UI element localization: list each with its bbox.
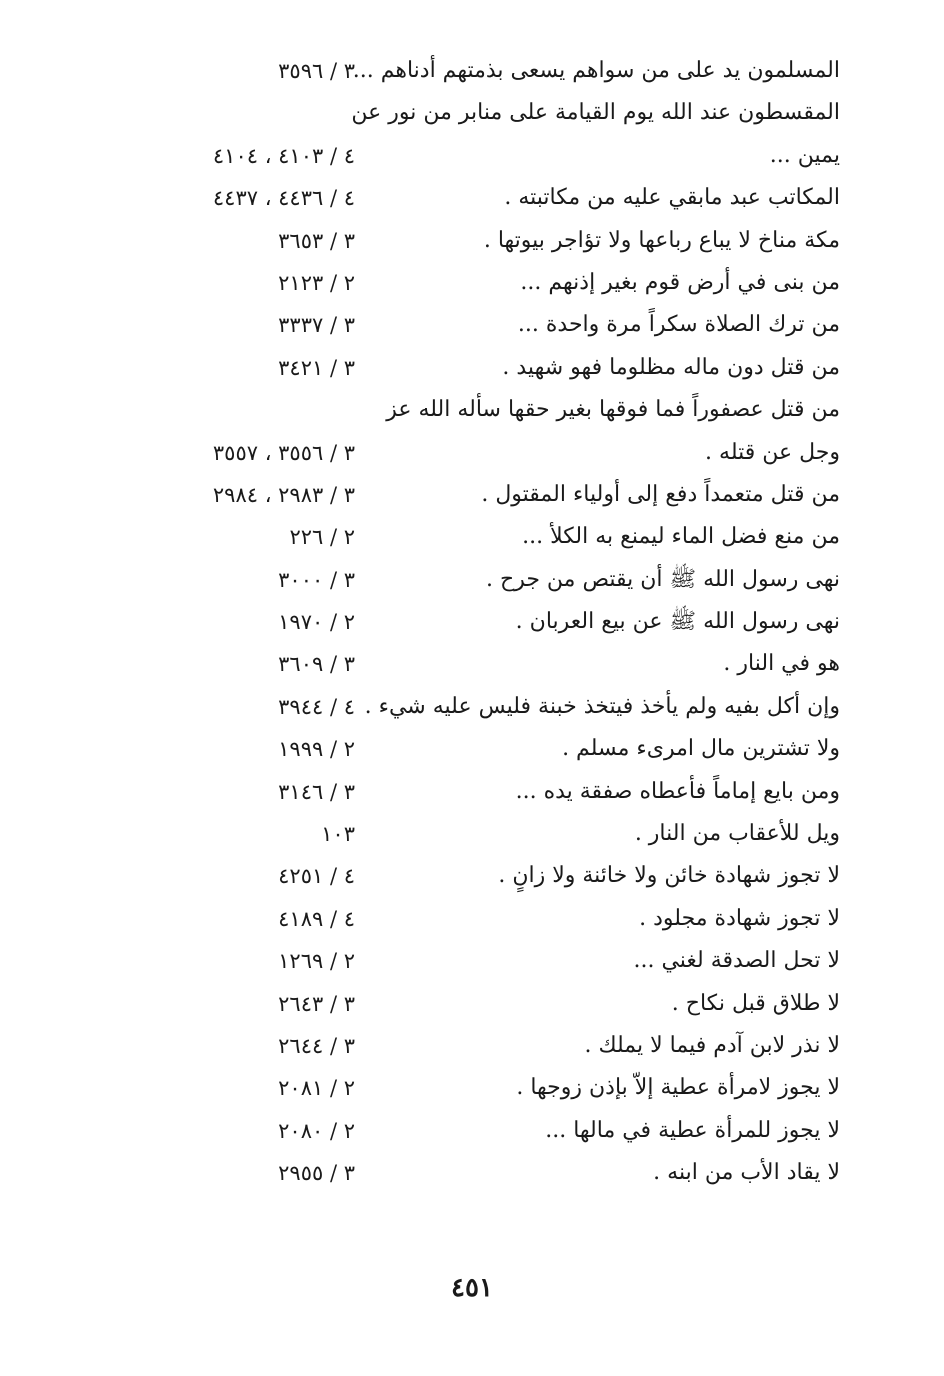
entry-text: هو في النار . — [723, 651, 840, 677]
index-entry — [150, 643, 840, 685]
entry-reference: ٤ / ٣٩٤٤ — [278, 694, 355, 719]
entry-text: يمين ... — [769, 142, 840, 168]
entry-text: ومن بايع إماماً فأعطاه صفقة يده ... — [515, 778, 840, 804]
entry-text: من منع فضل الماء ليمنع به الكلأ ... — [522, 524, 840, 550]
index-entry — [150, 50, 840, 92]
entry-reference: ٣ / ٢٦٤٤ — [278, 1033, 355, 1058]
entry-reference: ٤ / ٤٤٣٦ ، ٤٤٣٧ — [212, 186, 355, 211]
page-number: ٤٥١ — [451, 1273, 493, 1303]
entry-reference: ٢ / ٢٠٨٠ — [278, 1118, 355, 1143]
entry-reference: ٢ / ٢٢٦ — [289, 525, 355, 550]
entry-reference: ٣ / ٣٥٥٦ ، ٣٥٥٧ — [212, 440, 355, 465]
entry-text: لا طلاق قبل نكاح . — [671, 990, 840, 1016]
entry-text: لا تجوز شهادة خائن ولا خائنة ولا زانٍ . — [498, 863, 840, 889]
entry-reference: ٢ / ٢١٢٣ — [278, 270, 355, 295]
entry-text: لا يجوز للمرأة عطية في مالها ... — [545, 1117, 840, 1143]
entry-reference: ٤ / ٤١٠٣ ، ٤١٠٤ — [212, 143, 355, 168]
entry-text: وإن أكل بفيه ولم يأخذ فيتخذ خبنة فليس عليه شيء . — [364, 693, 840, 719]
index-entry — [150, 728, 840, 770]
entry-reference: ٣ / ٢٩٥٥ — [278, 1161, 355, 1186]
index-entry — [150, 855, 840, 897]
index-entry — [150, 601, 840, 643]
entry-text: لا تحل الصدقة لغني ... — [633, 948, 840, 974]
index-entry — [150, 983, 840, 1025]
index-entry — [150, 1152, 840, 1194]
hadith-index-list — [150, 50, 840, 1195]
entry-text: مكة مناخ لا يباع رباعها ولا تؤاجر بيوتها . — [483, 227, 840, 253]
entry-reference: ٤ / ٤١٨٩ — [278, 906, 355, 931]
entry-text: لا تجوز شهادة مجلود . — [639, 905, 840, 931]
entry-reference: ٢ / ١٩٩٩ — [278, 737, 355, 762]
entry-reference: ٣ / ٣٣٣٧ — [278, 313, 355, 338]
entry-reference: ٣ / ٢٩٨٣ ، ٢٩٨٤ — [212, 482, 355, 507]
entry-text: لا يقاد الأب من ابنه . — [653, 1160, 840, 1186]
index-entry — [150, 940, 840, 982]
entry-reference: ٢ / ١٢٦٩ — [278, 949, 355, 974]
entry-text: وجل عن قتله . — [705, 439, 840, 465]
entry-text: ولا تشترين مال امرىء مسلم . — [562, 736, 840, 762]
entry-reference: ٣ / ٢٦٤٣ — [278, 991, 355, 1016]
entry-reference: ٢ / ١٩٧٠ — [278, 610, 355, 635]
entry-reference: ٣ / ٣٠٠٠ — [278, 567, 355, 592]
entry-text: من قتل متعمداً دفع إلى أولياء المقتول . — [481, 481, 840, 507]
entry-reference: ٣ / ٣٦٥٣ — [278, 228, 355, 253]
entry-text: المقسطون عند الله يوم القيامة على منابر من نور عن — [351, 100, 840, 126]
entry-text: ويل للأعقاب من النار . — [634, 821, 840, 847]
index-entry — [150, 1067, 840, 1109]
entry-text: المكاتب عبد مابقي عليه من مكاتبته . — [504, 185, 840, 211]
entry-text: من ترك الصلاة سكراً مرة واحدة ... — [517, 312, 840, 338]
entry-text: لا يجوز لامرأة عطية إلاّ بإذن زوجها . — [516, 1075, 840, 1101]
entry-reference: ٤ / ٤٢٥١ — [278, 864, 355, 889]
entry-reference: ٣ / ٣٤٢١ — [278, 355, 355, 380]
index-entry — [150, 1110, 840, 1152]
index-entry — [150, 177, 840, 219]
entry-reference: ١٠٣ — [321, 822, 355, 847]
index-entry — [150, 304, 840, 346]
entry-text: من قتل دون ماله مظلوما فهو شهيد . — [502, 354, 840, 380]
index-entry — [150, 516, 840, 558]
entry-text: من قتل عصفوراً فما فوقها بغير حقها سأله الله عز — [386, 397, 840, 423]
index-entry — [150, 389, 840, 431]
index-entry — [150, 686, 840, 728]
index-entry — [150, 1025, 840, 1067]
index-entry — [150, 262, 840, 304]
index-entry — [150, 220, 840, 262]
entry-text: من بنى في أرض قوم بغير إذنهم ... — [520, 269, 840, 295]
index-entry — [150, 813, 840, 855]
index-entry — [150, 474, 840, 516]
index-entry — [150, 92, 840, 134]
entry-reference: ٢ / ٢٠٨١ — [278, 1076, 355, 1101]
entry-reference: ٣ / ٣٥٩٦ — [278, 59, 355, 83]
entry-text: المسلمون يد على من سواهم يسعى بذمتهم أدناهم ... — [352, 58, 840, 83]
entry-reference: ٣ / ٣١٤٦ — [278, 779, 355, 804]
entry-text: نهى رسول الله ﷺ أن يقتص من جرح . — [486, 566, 840, 592]
index-entry — [150, 559, 840, 601]
entry-reference: ٣ / ٣٦٠٩ — [278, 652, 355, 677]
index-entry — [150, 347, 840, 389]
entry-text: لا نذر لابن آدم فيما لا يملك . — [584, 1032, 840, 1058]
index-entry — [150, 432, 840, 474]
entry-text: نهى رسول الله ﷺ عن بيع العربان . — [515, 609, 840, 635]
index-entry — [150, 771, 840, 813]
index-entry — [150, 135, 840, 177]
index-entry — [150, 898, 840, 940]
